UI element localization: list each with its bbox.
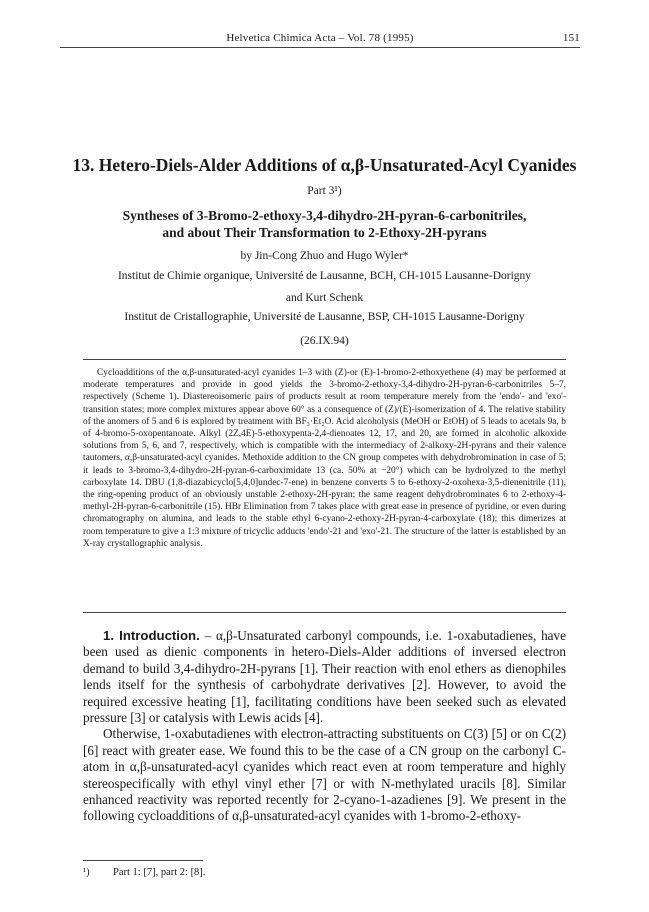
article-title: 13. Hetero-Diels-Alder Additions of α,β-Unsaturated-Acyl Cyanides xyxy=(72,155,577,175)
footnote xyxy=(83,867,566,878)
footnote-rule xyxy=(83,860,203,861)
paragraph-2: Otherwise, 1-oxabutadienes with electron-attracting substituents on C(3) [5] or on C(2) [6] react with greater ease. We found this to be the case of a CN group on the carbonyl C-atom in α,β-unsaturated-acyl cyanides which react even at room temperature and highly stereospecifically with ethyl vinyl ether [7] or with N-methylated uracils [8]. Similar enhanced reactivity was reported recently for 2-cyano-1-azadienes [9]. We present in the following cycloadditions of α,β-unsaturated-acyl cyanides with 1-bromo-2-ethoxy- xyxy=(83,726,566,824)
subtitle-line-1: Syntheses of 3-Bromo-2-ethoxy-3,4-dihydro-2H-pyran-6-carbonitriles, xyxy=(122,208,527,223)
section-heading: 1. Introduction. xyxy=(103,628,200,643)
received-date: (26.IX.94) xyxy=(300,335,349,347)
journal-name: Helvetica Chimica Acta – Vol. 78 (1995) xyxy=(226,32,414,44)
authors: by Jin-Cong Zhuo and Hugo Wyler* xyxy=(240,250,409,262)
article-subtitle xyxy=(40,207,609,241)
paragraph-1-text: – α,β-Unsaturated carbonyl compounds, i.e. 1-oxabutadienes, have been used as dienic components in hetero-Diels-Alder additions of inversed electron demand to build 3,4-dihydro-2H-pyrans [1]. Their reaction with enol ethers as dienophiles lends itself for the synthesis of carbohydrate derivatives [2]. However, to avoid the required excessive heating [1], facilitating conditions have been seeked such as elevated pressure [3] or catalysis with Lewis acids [4]. xyxy=(83,628,566,726)
header-rule xyxy=(60,47,580,48)
main-text xyxy=(83,628,566,825)
abstract: Cycloadditions of the α,β-unsaturated-acyl cyanides 1–3 with (Z)-or (E)-1-bromo-2-ethoxyethene (4) may be performed at moderate temperatures and provide in good yields the 3-bromo-2-ethoxy-3,4-dihydro-2H-pyran-6-carbonitriles 5–7, respectively (Scheme 1). Diastereoisomeric pairs of products result at room temperature merely from the 'endo'- and 'exo'-transition states; more complex mixtures appear above 60° as a consequence of (Z)/(E)-isomerization of 4. The relative stability of the anomers of 5 and 6 is explored by treatment with BF₃·Et₂O. Acid alcoholysis (MeOH or EtOH) of 5 leads to acetals 9a, b of 4-bromo-5-oxopentanoate. Alkyl (2Z,4E)-5-ethoxypenta-2,4-dienoates 12, 17, and 20, are formed in alcoholic alkoxide solutions from 5, 6, and 7, respectively, which is compatible with the intermediacy of 2-alkoxy-2H-pyrans and their valence tautomers, α,β-unsaturated-acyl cyanides. Methoxide addition to the CN group competes with dehydrobromination in case of 5; it leads to 3-bromo-3,4-dihydro-2H-pyran-6-carboximidate 13 (ca. 50% at −20°) which can be hydrolyzed to the methyl carboxylate 14. DBU (1,8-diazabicyclo[5,4,0]undec-7-ene) in benzene converts 5 to 6-ethoxy-2-oxohexa-3,5-dienenitrile (11), the ring-opening product of an obviously unstable 2-ethoxy-2H-pyran; the same reagent dehydrobrominates 6 to 2-ethoxy-4-methyl-2H-pyran-6-carbonitrile (15). HBr Elimination from 7 takes place with great ease in presence of pyridine, or even during chromatography on alumina, and leads to the stable ethyl 6-cyano-2-ethoxy-2H-pyran-4-carboxylate (18); this dimerizes at room temperature to give a 1:3 mixture of tricyclic adducts 'endo'-21 and 'exo'-21. The structure of the latter is established by an X-ray crystallographic analysis. xyxy=(83,368,566,549)
footnote-mark: ¹) xyxy=(83,867,90,878)
footnote-text: Part 1: [7], part 2: [8]. xyxy=(113,867,206,878)
abstract-bottom-rule xyxy=(83,612,566,613)
abstract-top-rule xyxy=(83,359,566,360)
author-3: and Kurt Schenk xyxy=(285,292,364,304)
subtitle-line-2: and about Their Transformation to 2-Ethoxy-2H-pyrans xyxy=(162,225,487,240)
page-number: 151 xyxy=(562,32,580,44)
affiliation-2: Institut de Cristallographie, Université de Lausanne, BSP, CH-1015 Lausanne-Dorigny xyxy=(124,311,525,323)
affiliation-1: Institut de Chimie organique, Université de Lausanne, BCH, CH-1015 Lausanne-Dorigny xyxy=(117,270,532,282)
paragraph-1 xyxy=(83,628,566,726)
article-part: Part 3¹) xyxy=(307,185,342,197)
